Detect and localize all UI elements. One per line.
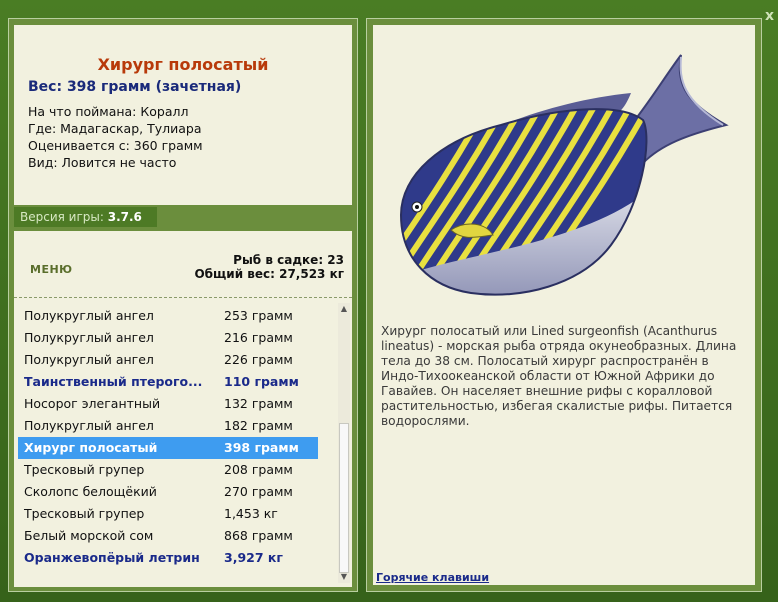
catch-list-row[interactable] (18, 459, 318, 481)
fish-description-card (373, 25, 755, 585)
scrollbar[interactable] (338, 303, 350, 583)
catch-fish-name: Хирург полосатый (24, 440, 158, 455)
lined-surgeonfish-image (381, 45, 751, 305)
catch-fish-name: Полукруглый ангел (24, 308, 154, 323)
version-badge (14, 207, 157, 227)
catch-list-row[interactable] (18, 525, 318, 547)
catch-list-row[interactable] (18, 437, 318, 459)
keepnet-stats (194, 253, 344, 281)
catch-list (14, 301, 352, 587)
catch-rows (18, 305, 318, 569)
left-panel (8, 18, 358, 592)
catch-fish-weight: 226 грамм (224, 352, 293, 367)
detail-bait: На что поймана: Коралл (28, 104, 189, 119)
catch-list-row[interactable] (18, 371, 318, 393)
catch-fish-name: Полукруглый ангел (24, 352, 154, 367)
catch-fish-weight: 253 грамм (224, 308, 293, 323)
divider (14, 297, 352, 298)
catch-fish-weight: 132 грамм (224, 396, 293, 411)
catch-list-row[interactable] (18, 393, 318, 415)
catch-list-row[interactable] (18, 547, 318, 569)
total-weight: Общий вес: 27,523 кг (194, 267, 344, 281)
catch-fish-weight: 208 грамм (224, 462, 293, 477)
catch-list-row[interactable] (18, 481, 318, 503)
detail-min-weight: Оценивается с: 360 грамм (28, 138, 203, 153)
catch-fish-weight: 1,453 кг (224, 506, 278, 521)
version-label: Версия игры: (20, 210, 104, 224)
hotkeys-link[interactable]: Горячие клавиши (376, 571, 490, 584)
catch-fish-weight: 110 грамм (224, 374, 299, 389)
close-icon[interactable]: x (764, 8, 774, 24)
catch-fish-weight: 398 грамм (224, 440, 299, 455)
detail-location: Где: Мадагаскар, Тулиара (28, 121, 202, 136)
catch-fish-weight: 216 грамм (224, 330, 293, 345)
catch-fish-name: Носорог элегантный (24, 396, 161, 411)
catch-fish-name: Белый морской сом (24, 528, 154, 543)
catch-list-row[interactable] (18, 415, 318, 437)
catch-fish-weight: 270 грамм (224, 484, 293, 499)
catch-fish-name: Оранжевопёрый летрин (24, 550, 200, 565)
catch-fish-name: Полукруглый ангел (24, 418, 154, 433)
right-panel (366, 18, 762, 592)
catch-list-row[interactable] (18, 305, 318, 327)
detail-rarity: Вид: Ловится не часто (28, 155, 177, 170)
catch-list-row[interactable] (18, 503, 318, 525)
scroll-up-arrow-icon[interactable]: ▲ (340, 304, 348, 313)
catch-list-row[interactable] (18, 327, 318, 349)
catch-fish-name: Таинственный птерого... (24, 374, 203, 389)
fish-count: Рыб в садке: 23 (233, 253, 344, 267)
catch-fish-weight: 868 грамм (224, 528, 293, 543)
catch-fish-name: Тресковый групер (24, 462, 145, 477)
stats-area (14, 231, 352, 311)
menu-button[interactable]: МЕНЮ (30, 263, 73, 276)
catch-fish-weight: 182 грамм (224, 418, 293, 433)
catch-fish-name: Полукруглый ангел (24, 330, 154, 345)
version-value: 3.7.6 (107, 210, 142, 224)
fish-details (28, 103, 203, 171)
fish-title: Хирург полосатый (97, 55, 269, 74)
fish-weight: Вес: 398 грамм (зачетная) (28, 79, 242, 95)
catch-fish-weight: 3,927 кг (224, 550, 283, 565)
fish-info-card (14, 25, 352, 205)
catch-list-row[interactable] (18, 349, 318, 371)
scrollbar-thumb[interactable] (339, 423, 349, 573)
scroll-down-arrow-icon[interactable]: ▼ (340, 572, 348, 581)
catch-fish-name: Тресковый групер (24, 506, 145, 521)
fish-description: Хирург полосатый или Lined surgeonfish (Acanthurus lineatus) - морская рыба отряда окунеобразных. Длина тела до 38 см. Полосатый хирург распространён в Индо-Тихоокеанской области от Южной Африки до Гавайев. Он населяет внешние рифы с коралловой растительностью, избегая скалистые рифы. Питается водорослями. (381, 324, 737, 428)
catch-fish-name: Сколопс белощёкий (24, 484, 157, 499)
